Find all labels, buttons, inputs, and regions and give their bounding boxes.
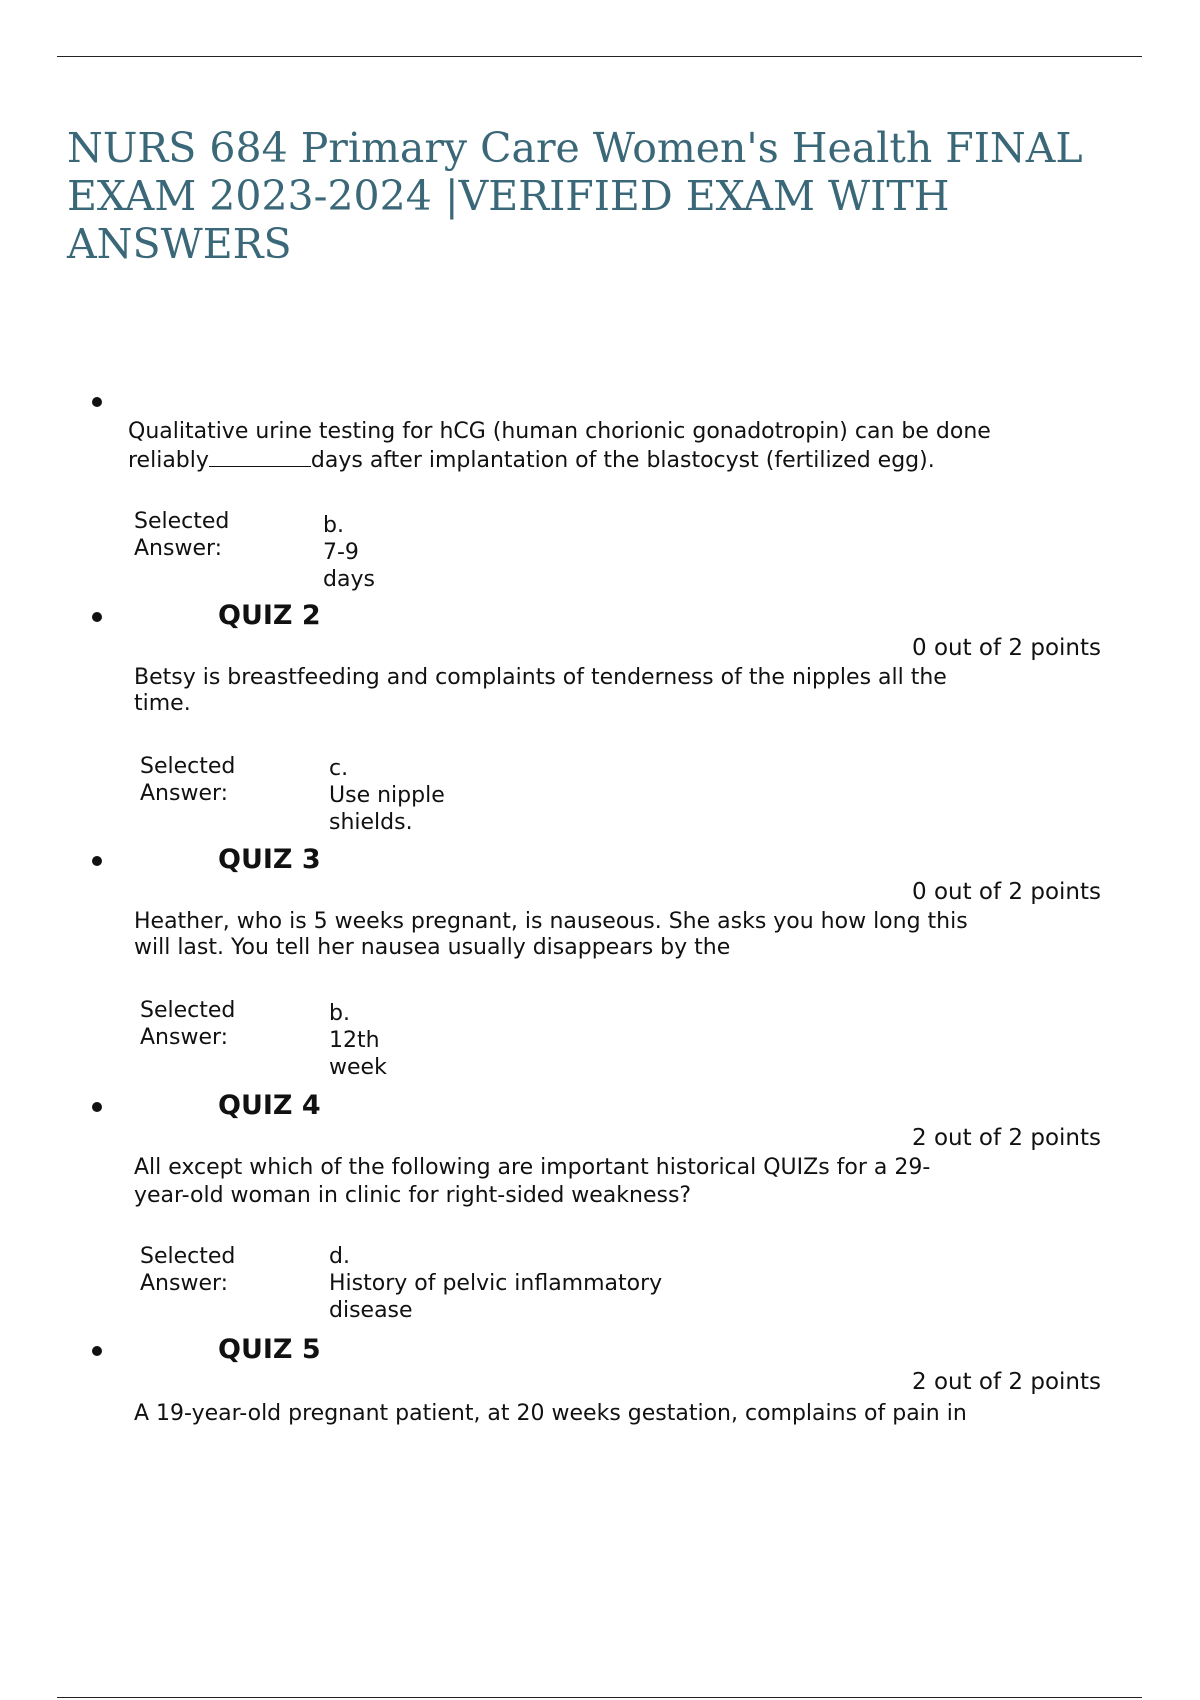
list-bullet: [92, 1102, 102, 1112]
answer-letter: d.: [329, 1244, 350, 1269]
answer-line: disease: [329, 1298, 413, 1323]
points-score: 0 out of 2 points: [912, 635, 1101, 661]
question-line: A 19-year-old pregnant patient, at 20 weeks gestation, complains of pain in: [134, 1401, 967, 1426]
question-fragment: days after implantation of the blastocyst (fertilized egg).: [310, 448, 935, 473]
answer-blank: [209, 446, 311, 467]
selected-answer-label: Selected Answer:: [140, 998, 236, 1050]
question-line: time.: [134, 691, 191, 716]
question-line: [128, 446, 991, 475]
selected-answer: [329, 1243, 662, 1324]
selected-answer: [329, 755, 445, 836]
answer-line: week: [329, 1055, 387, 1080]
answer-letter: c.: [329, 756, 349, 781]
question-fragment: reliably: [128, 448, 209, 473]
question-line: year-old woman in clinic for right-sided weakness?: [134, 1183, 692, 1208]
list-bullet: [92, 612, 102, 622]
title-line: NURS 684 Primary Care Women's Health FINAL: [67, 124, 1083, 172]
points-score: 2 out of 2 points: [912, 1369, 1101, 1395]
question-text: [134, 1400, 967, 1428]
quiz-heading: QUIZ 4: [218, 1090, 321, 1121]
title-line: ANSWERS: [67, 220, 292, 268]
list-bullet: [92, 856, 102, 866]
answer-letter: b.: [323, 513, 344, 538]
points-score: 2 out of 2 points: [912, 1125, 1101, 1151]
answer-line: 12th: [329, 1028, 380, 1053]
question-line: will last. You tell her nausea usually disappears by the: [134, 935, 731, 960]
question-text: [134, 909, 968, 961]
question-line: Betsy is breastfeeding and complaints of tenderness of the nipples all the: [134, 665, 947, 690]
selected-answer: [329, 1000, 387, 1081]
answer-line: History of pelvic inflammatory: [329, 1271, 663, 1296]
quiz-heading: QUIZ 3: [218, 844, 321, 875]
selected-answer: [323, 512, 375, 593]
question-line: Heather, who is 5 weeks pregnant, is nauseous. She asks you how long this: [134, 909, 968, 934]
answer-line: Use nipple: [329, 783, 445, 808]
question-text: [128, 418, 991, 475]
answer-line: 7-9: [323, 540, 359, 565]
answer-line: days: [323, 567, 375, 592]
question-line: Qualitative urine testing for hCG (human chorionic gonadotropin) can be done: [128, 419, 991, 444]
list-bullet: [92, 397, 102, 407]
selected-answer-label: Selected Answer:: [134, 509, 230, 561]
quiz-heading: QUIZ 2: [218, 600, 321, 631]
top-rule: [57, 56, 1142, 57]
list-bullet: [92, 1346, 102, 1356]
quiz-heading: QUIZ 5: [218, 1334, 321, 1365]
selected-answer-label: Selected Answer:: [140, 1244, 236, 1296]
answer-letter: b.: [329, 1001, 350, 1026]
bottom-rule: [57, 1697, 1142, 1698]
question-text: [134, 1154, 930, 1210]
selected-answer-label: Selected Answer:: [140, 754, 236, 806]
question-line: All except which of the following are important historical QUIZs for a 29-: [134, 1155, 931, 1180]
answer-line: shields.: [329, 810, 413, 835]
title-line: EXAM 2023-2024 |VERIFIED EXAM WITH: [67, 172, 950, 220]
question-text: [134, 665, 947, 717]
document-title: [67, 124, 1083, 268]
points-score: 0 out of 2 points: [912, 879, 1101, 905]
